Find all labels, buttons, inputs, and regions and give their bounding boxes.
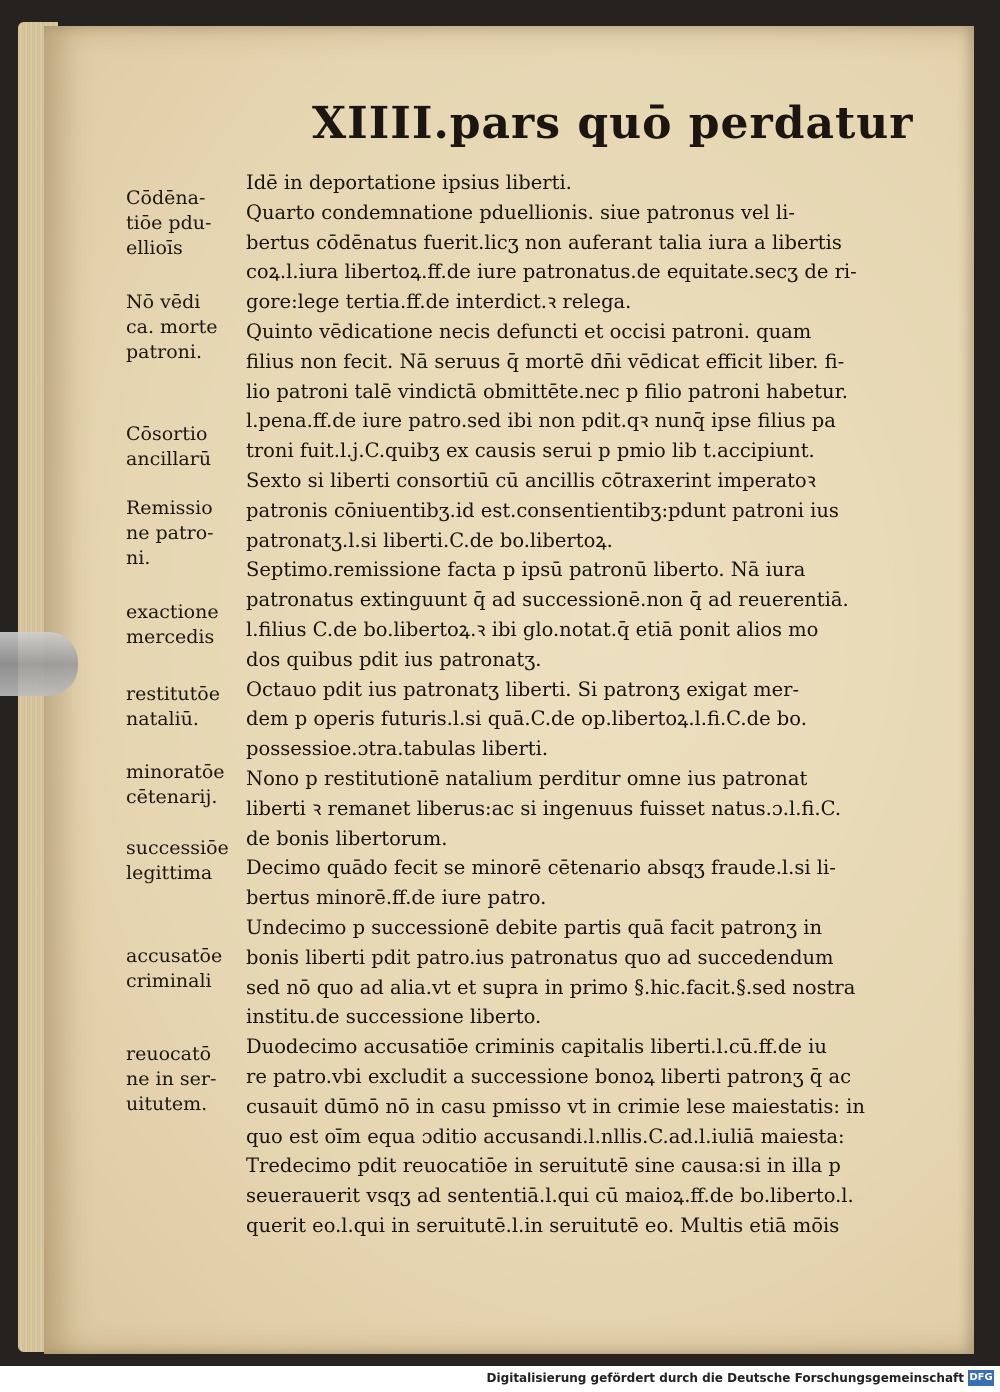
- text-line: lio patroni talē vindictā obmittēte.nec p filio patroni habetur.: [246, 379, 848, 403]
- body-text: [246, 168, 868, 1241]
- text-line: cusauit dūmō nō in casu pmisso vt in crimie lese maiestatis: in: [246, 1094, 865, 1118]
- text-line: coꝝ.l.iura libertoꝝ.ff.de iure patronatus.de equitate.secʒ de ri-: [246, 260, 857, 284]
- text-line: Idē in deportatione ipsius liberti.: [246, 171, 572, 194]
- text-line: liberti ꝛ remanet liberus:ac si ingenuus fuisset natus.ɔ.l.fi.C.: [246, 796, 842, 820]
- text-line: Tredecimo pdit reuocatiōe in seruitutē sine causa:si in illa p: [246, 1154, 841, 1178]
- margin-note: Nō vēdi ca. morte patroni.: [126, 291, 218, 363]
- text-line: troni fuit.l.j.C.quibʒ ex causis serui p pmio lib t.accipiunt.: [246, 439, 815, 463]
- margin-note: successiōe legittima: [126, 837, 229, 884]
- text-line: Duodecimo accusatiōe criminis capitalis liberti.l.cū.ff.de iu: [246, 1035, 827, 1059]
- text-line: re patro.vbi excludit a successione bonoꝝ liberti patronʒ q̄ ac: [246, 1064, 852, 1088]
- funding-credit: Digitalisierung gefördert durch die Deutsche Forschungsgemeinschaft: [486, 1371, 964, 1385]
- text-line: querit eo.l.qui in seruitutē.l.in seruitutē eo. Multis etiā mōis: [246, 1213, 840, 1237]
- text-line: Sexto si liberti consortiū cū ancillis cōtraxerint imperatoꝛ: [246, 468, 816, 492]
- text-line: Septimo.remissione facta p ipsū patronū liberto. Nā iura: [246, 558, 806, 582]
- margin-note: Remissio ne patro- ni.: [126, 497, 214, 569]
- text-line: dem p operis futuris.l.si quā.C.de op.libertoꝝ.l.fi.C.de bo.: [246, 707, 807, 731]
- text-line: bonis liberti pdit patro.ius patronatus quo ad succedendum: [246, 945, 834, 969]
- running-header: XIIII.pars quō perdatur: [312, 98, 914, 149]
- text-line: bertus cōdēnatus fuerit.licʒ non auferant talia iura a libertis: [246, 230, 842, 254]
- text-line: Decimo quādo fecit se minorē cētenario absqʒ fraude.l.si li-: [246, 856, 836, 880]
- text-line: de bonis libertorum.: [246, 826, 448, 850]
- margin-note: minoratōe cētenarij.: [126, 761, 225, 808]
- footer-bar: [0, 1366, 1000, 1392]
- text-line: Undecimo p successionē debite partis quā facit patronʒ in: [246, 915, 823, 939]
- text-line: patronatus extinguunt q̄ ad successionē.non q̄ ad reuerentiā.: [246, 588, 849, 612]
- margin-note: accusatōe criminali: [126, 945, 223, 992]
- text-line: l.pena.ff.de iure patro.sed ibi non pdit.qꝛ nunq̄ ipse filius pa: [246, 409, 836, 433]
- text-line: dos quibus pdit ius patronatʒ.: [246, 647, 542, 671]
- text-line: filius non fecit. Nā seruus q̄ mortē dn̄i vēdicat efficit liber. fi-: [246, 349, 845, 373]
- margin-note: restitutōe nataliū.: [126, 683, 220, 730]
- text-line: patronis cōniuentibʒ.id est.consentientibʒ:pdunt patroni ius: [246, 498, 839, 522]
- text-line: l.filius C.de bo.libertoꝝ.ꝛ ibi glo.notat.q̄ etiā ponit alios mo: [246, 617, 819, 641]
- page-clip: [0, 632, 78, 696]
- text-line: sed nō quo ad alia.vt et supra in primo §.hic.facit.§.sed nostra: [246, 975, 856, 999]
- text-line: Quarto condemnatione pduellionis. siue patronus vel li-: [246, 200, 795, 224]
- text-line: patronatʒ.l.si liberti.C.de bo.libertoꝝ.: [246, 528, 613, 552]
- text-line: Nono p restitutionē natalium perditur omne ius patronat: [246, 766, 808, 790]
- margin-note: reuocatō ne in ser- uitutem.: [126, 1043, 217, 1115]
- margin-note: Cōdēna- tiōe pdu- ellioīs: [126, 187, 212, 259]
- text-line: Octauo pdit ius patronatʒ liberti. Si patronʒ exigat mer-: [246, 677, 800, 701]
- text-line: institu.de successione liberto.: [246, 1005, 542, 1029]
- text-line: gore:lege tertia.ff.de interdict.ꝛ relega.: [246, 290, 632, 314]
- text-line: possessioe.ɔtra.tabulas liberti.: [246, 737, 549, 761]
- dfg-logo: DFG: [968, 1370, 994, 1386]
- text-line: bertus minorē.ff.de iure patro.: [246, 886, 547, 910]
- text-line: quo est oīm equa ɔditio accusandi.l.nllis.C.ad.l.iuliā maiesta:: [246, 1124, 845, 1148]
- text-line: Quinto vēdicatione necis defuncti et occisi patroni. quam: [246, 319, 812, 343]
- margin-note: Cōsortio ancillarū: [126, 423, 212, 470]
- text-line: seuerauerit vsqʒ ad sententiā.l.qui cū maioꝝ.ff.de bo.liberto.l.: [246, 1184, 854, 1208]
- margin-note: exactione mercedis: [126, 601, 219, 648]
